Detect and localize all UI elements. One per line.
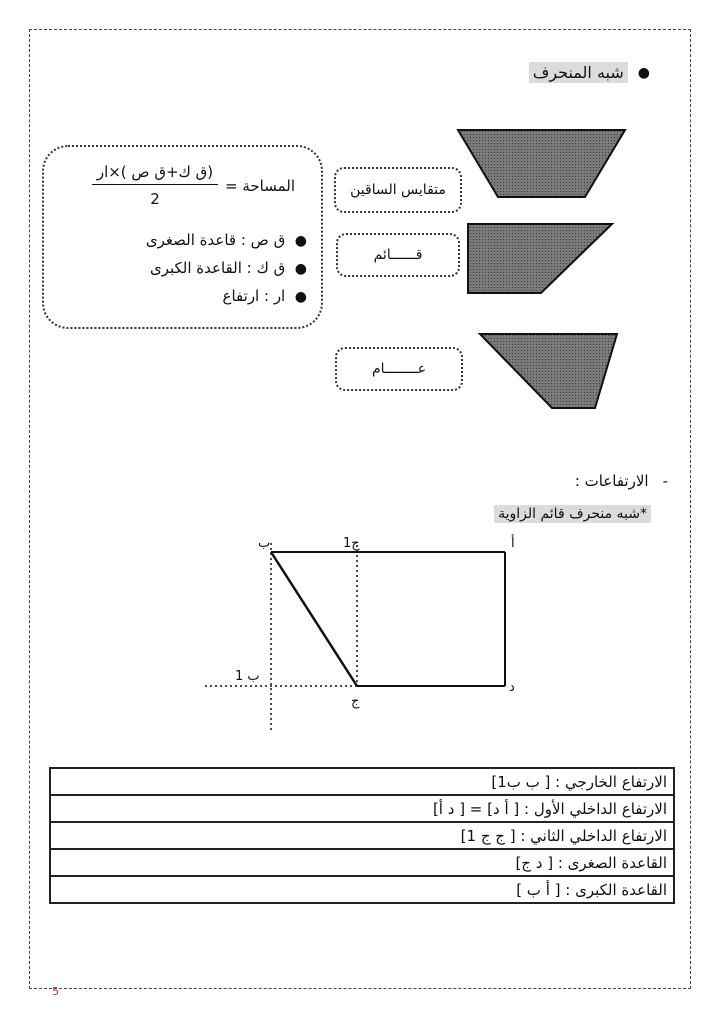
point-b1-label: ب 1: [235, 669, 260, 684]
table-row: [50, 822, 674, 849]
bullet-icon: ●: [637, 64, 650, 81]
table-row: [50, 768, 674, 795]
page-number: 5: [52, 985, 59, 998]
legend-item: ● ار : ارتفاع: [222, 287, 307, 305]
isosceles-trapezoid-shape: [458, 130, 625, 197]
isosceles-trapezoid-label: متقايس الساقين: [334, 167, 462, 213]
point-j1-label: ج1: [343, 536, 360, 551]
heights-table: [49, 767, 675, 904]
legend-item: ● ق ص : قاعدة الصغرى: [145, 231, 307, 249]
right-trapezoid-subtitle-wrap: [494, 503, 651, 522]
point-d-label: د: [509, 680, 515, 695]
table-row: [50, 795, 674, 822]
bullet-icon: ●: [294, 289, 307, 305]
general-trapezoid-label: عــــــــام: [335, 347, 463, 391]
fraction-numerator: (ق ك+ق ص )×ار: [92, 163, 218, 185]
bullet-icon: ●: [294, 261, 307, 277]
legend-item: ● ق ك : القاعدة الكبرى: [149, 259, 307, 277]
fraction-denominator: 2: [150, 190, 160, 208]
slanted-side-line: [271, 552, 357, 686]
area-label: المساحة =: [225, 177, 296, 195]
area-fraction: [92, 163, 218, 208]
table-cell: القاعدة الصغرى : [ د ج]: [50, 849, 674, 876]
trapezoid-shapes: [455, 125, 635, 415]
table-cell: الارتفاع الداخلي الثاني : [ ج ج 1]: [50, 822, 674, 849]
heights-title: الارتفاعات :: [574, 472, 649, 490]
section-title: شبه المنحرف: [529, 62, 628, 83]
bullet-icon: ●: [294, 233, 307, 249]
right-trapezoid-label: قــــــائم: [336, 233, 460, 277]
table-cell: الارتفاع الداخلي الأول : [ أ د] = [ د أ]: [50, 795, 674, 822]
heights-heading: [575, 472, 668, 490]
general-trapezoid-shape: [480, 334, 617, 408]
table-cell: الارتفاع الخارجي : [ ب ب1]: [50, 768, 674, 795]
right-trapezoid-subtitle: *شبه منحرف قائم الزاوية: [494, 505, 651, 523]
point-j-label: ج: [351, 694, 360, 709]
right-trapezoid-diagram: [195, 535, 535, 740]
table-row: [50, 876, 674, 903]
table-cell: القاعدة الكبرى : [ أ ب ]: [50, 876, 674, 903]
table-row: [50, 849, 674, 876]
formula-legend: [146, 231, 307, 315]
heights-dash: -: [662, 472, 668, 490]
point-a-label: أ: [511, 536, 515, 551]
point-b-label: ب: [258, 536, 271, 551]
right-trapezoid-shape: [468, 224, 612, 293]
section-heading: [529, 62, 650, 83]
